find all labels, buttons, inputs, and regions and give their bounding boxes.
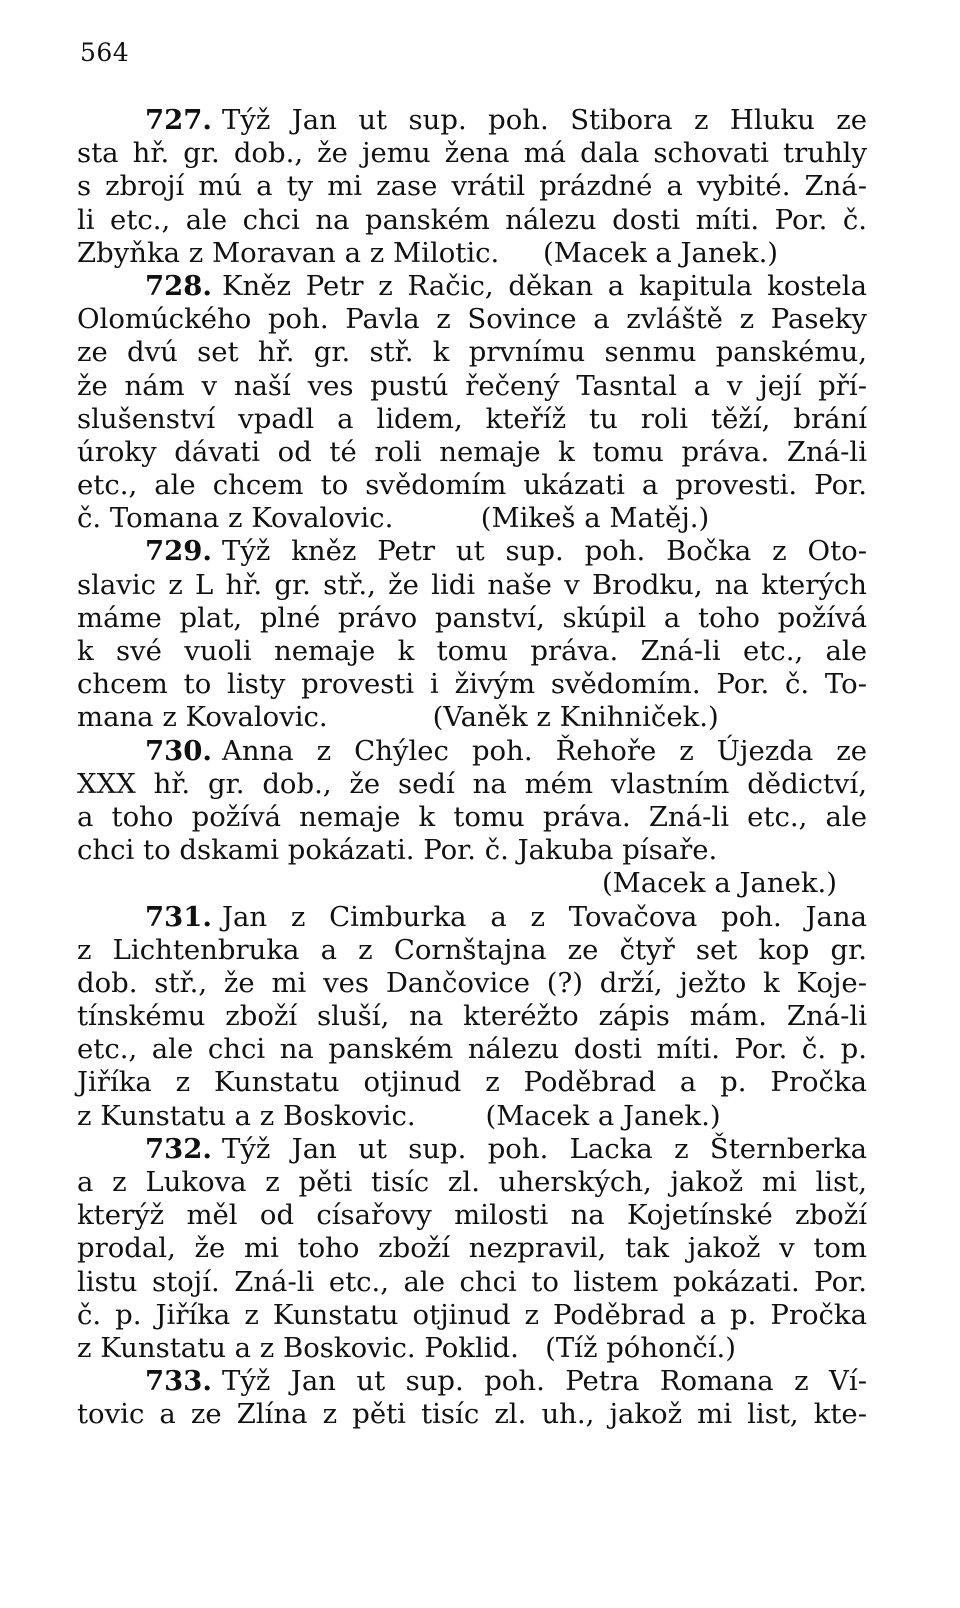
entry-733-text: Týž Jan ut sup. poh. Petra Romana z Ví- [221, 1365, 867, 1398]
entry-729-line-4: k své vuoli nemaje k tomu práva. Zná-li etc., ale [77, 635, 867, 667]
entry-732-line-5: listu stojí. Zná-li etc., ale chci to listem pokázati. Por. [77, 1265, 867, 1298]
entry-728-line-2: Olomúckého poh. Pavla z Sovince a zvláště z Paseky [77, 303, 867, 336]
entry-728-text: Kněz Petr z Račic, děkan a kapitula kostela [221, 269, 867, 302]
entry-728-line-4: že nám v naší ves pustú řečený Tasntal a v její pří- [77, 369, 867, 402]
entry-731-line-2: z Lichtenbruka a z Cornštajna ze čtyř set kop gr. [77, 933, 867, 966]
entry-729-text: Týž kněz Petr ut sup. poh. Bočka z Oto- [221, 535, 867, 568]
entry-730-line-4: chci to dskami pokázati. Por. č. Jakuba písaře. [77, 834, 718, 867]
entry-729-line-1 [77, 535, 867, 568]
entry-730-text: Anna z Chýlec poh. Řehoře z Újezda ze [221, 734, 867, 767]
body-text [77, 104, 867, 1432]
entry-729-line-5: chcem to listy provesti i živým svědomím. Por. č. To- [77, 668, 867, 701]
entry-number: 730. [145, 734, 212, 767]
entry-733-line-2: tovic a ze Zlína z pěti tisíc zl. uh., jakož mi list, kte- [77, 1398, 867, 1431]
entry-732-text: Týž Jan ut sup. poh. Lacka z Šternberka [221, 1132, 867, 1165]
entry-728-line-8: č. Tomana z Kovalovic. (Mikeš a Matěj.) [77, 502, 710, 535]
entry-729-line-6: mana z Kovalovic. (Vaněk z Knihniček.) [77, 701, 719, 734]
entry-number: 733. [145, 1365, 212, 1398]
entry-number: 727. [145, 104, 212, 136]
entry-number: 728. [145, 269, 212, 302]
entry-731-text: Jan z Cimburka a z Tovačova poh. Jana [221, 900, 867, 933]
entry-731-line-5: etc., ale chci na panském nálezu dosti míti. Por. č. p. [77, 1033, 867, 1066]
entry-731-line-1 [77, 901, 867, 934]
entry-731-line-7: z Kunstatu a z Boskovic. (Macek a Janek.) [77, 1099, 721, 1132]
entry-727-line-2: sta hř. gr. dob., že jemu žena má dala schovati truhly [77, 137, 867, 170]
entry-727-line-1 [77, 104, 867, 137]
entry-728-line-5: slušenství vpadl a lidem, kteříž tu roli těží, brání [77, 402, 867, 435]
page-number: 564 [80, 38, 130, 67]
entry-730-line-5: (Macek a Janek.) [601, 867, 837, 900]
entry-732-line-3: kterýž měl od císařovy milosti na Kojetínské zboží [77, 1199, 867, 1232]
entry-732-line-2: a z Lukova z pěti tisíc zl. uherských, jakož mi list, [77, 1166, 867, 1198]
entry-730-line-2: XXX hř. gr. dob., že sedí na mém vlastním dědictví, [77, 767, 867, 800]
entry-732-line-6: č. p. Jiříka z Kunstatu otjinud z Poděbrad a p. Pročka [77, 1298, 867, 1331]
entry-number: 732. [145, 1132, 212, 1165]
entry-732-line-4: prodal, že mi toho zboží nezpravil, tak jakož v tom [77, 1232, 867, 1265]
entry-729-line-3: máme plat, plné právo panství, skúpil a toho požívá [77, 601, 867, 634]
entry-733-line-1 [77, 1365, 867, 1398]
entry-727-line-3: s zbrojí mú a ty mi zase vrátil prázdné a vybité. Zná- [77, 170, 867, 203]
entry-728-line-3: ze dvú set hř. gr. stř. k prvnímu senmu panskému, [77, 336, 867, 369]
entry-731-line-3: dob. stř., že mi ves Dančovice (?) drží, ježto k Koje- [77, 966, 867, 999]
entry-727-text: Týž Jan ut sup. poh. Stibora z Hluku ze [221, 104, 867, 136]
entry-728-line-7: etc., ale chcem to svědomím ukázati a provesti. Por. [77, 469, 867, 502]
entry-727-line-5: Zbyňka z Moravan a z Milotic. (Macek a Janek.) [77, 236, 779, 269]
entry-727-line-4: li etc., ale chci na panském nálezu dosti míti. Por. č. [77, 203, 867, 236]
entry-732-line-1 [77, 1133, 867, 1166]
entry-729-line-2: slavic z L hř. gr. stř., že lidi naše v Brodku, na kterých [77, 568, 867, 601]
entry-number: 729. [145, 535, 212, 568]
entry-number: 731. [145, 900, 212, 933]
entry-730-line-3: a toho požívá nemaje k tomu práva. Zná-li etc., ale [77, 800, 867, 833]
entry-732-line-7: z Kunstatu a z Boskovic. Poklid. (Tíž póhončí.) [77, 1331, 737, 1364]
entry-730-line-1 [77, 735, 867, 768]
entry-731-line-6: Jiříka z Kunstatu otjinud z Poděbrad a p. Pročka [77, 1066, 867, 1099]
entry-731-line-4: tínskému zboží sluší, na kteréžto zápis mám. Zná-li [77, 1000, 867, 1033]
entry-728-line-6: úroky dávati od té roli nemaje k tomu práva. Zná-li [77, 435, 867, 468]
entry-728-line-1 [77, 270, 867, 303]
